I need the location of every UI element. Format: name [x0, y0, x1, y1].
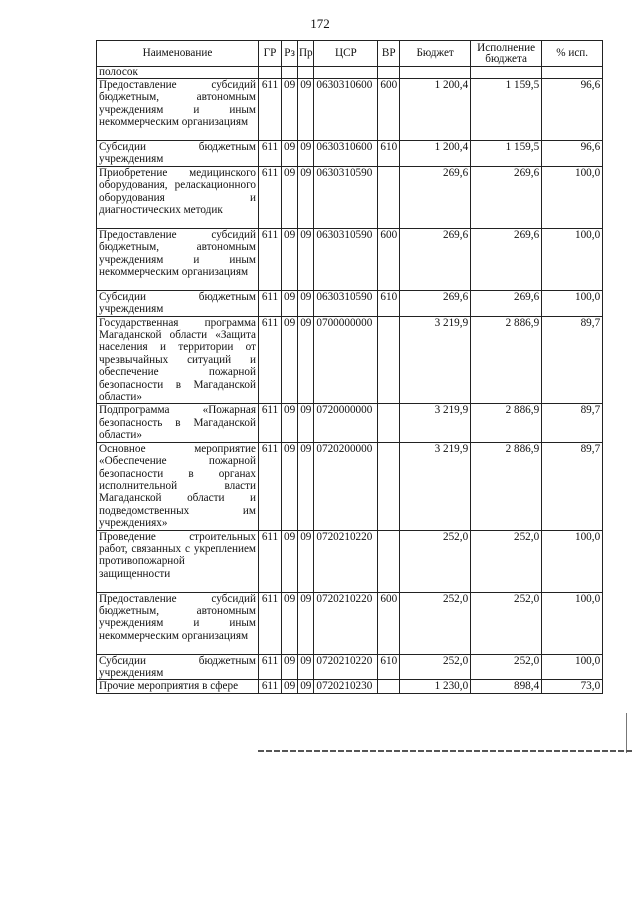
row-budget: 269,6: [400, 290, 471, 316]
header-name: Наименование: [97, 41, 259, 67]
row-percent: 100,0: [542, 228, 603, 290]
row-csr: 0630310590: [314, 228, 378, 290]
row-csr: 0720210220: [314, 530, 378, 592]
row-execution: 252,0: [471, 530, 542, 592]
row-name: Приобретение медицинского оборудования, реласкационного оборудования и диагностических методик: [97, 166, 259, 228]
page-number: 172: [310, 16, 330, 31]
table-header-row: [97, 41, 603, 67]
row-rz: [282, 67, 298, 79]
row-name: полосок: [97, 67, 259, 79]
row-vr: [378, 67, 400, 79]
row-rz: 09: [282, 404, 298, 442]
row-percent: 89,7: [542, 442, 603, 530]
row-percent: 100,0: [542, 530, 603, 592]
row-budget: 252,0: [400, 592, 471, 654]
row-csr: 0720200000: [314, 442, 378, 530]
row-pr: 09: [298, 654, 314, 680]
table-row: [97, 442, 603, 530]
row-gr: 611: [259, 654, 282, 680]
row-execution: 2 886,9: [471, 404, 542, 442]
row-percent: 89,7: [542, 404, 603, 442]
budget-table: [96, 40, 603, 694]
row-pr: 09: [298, 141, 314, 167]
row-vr: [378, 530, 400, 592]
row-csr: 0630310600: [314, 79, 378, 141]
row-budget: 3 219,9: [400, 442, 471, 530]
row-vr: 600: [378, 592, 400, 654]
row-execution: 898,4: [471, 680, 542, 693]
row-percent: [542, 67, 603, 79]
row-budget: 1 200,4: [400, 141, 471, 167]
row-execution: 2 886,9: [471, 316, 542, 404]
row-rz: 09: [282, 79, 298, 141]
row-vr: 610: [378, 290, 400, 316]
row-vr: [378, 166, 400, 228]
row-name: Основное мероприятие «Обеспечение пожарной безопасности в органах исполнительной власти Магаданской области и подведомственных им учреждениях»: [97, 442, 259, 530]
scan-edge-horizontal-line: [258, 750, 632, 752]
header-percent: % исп.: [542, 41, 603, 67]
row-rz: 09: [282, 316, 298, 404]
header-vr: ВР: [378, 41, 400, 67]
row-gr: 611: [259, 680, 282, 693]
row-budget: [400, 67, 471, 79]
table-row: [97, 166, 603, 228]
header-pr: Пр: [298, 41, 314, 67]
table-row: [97, 141, 603, 167]
row-execution: 252,0: [471, 654, 542, 680]
row-execution: 269,6: [471, 228, 542, 290]
row-vr: [378, 442, 400, 530]
row-gr: [259, 67, 282, 79]
row-vr: 600: [378, 79, 400, 141]
table-row: [97, 228, 603, 290]
row-pr: 09: [298, 404, 314, 442]
row-name: Предоставление субсидий бюджетным, автономным учреждениям и иным некоммерческим организациям: [97, 79, 259, 141]
header-csr: ЦСР: [314, 41, 378, 67]
row-vr: [378, 404, 400, 442]
row-name: Предоставление субсидий бюджетным, автономным учреждениям и иным некоммерческим организациям: [97, 228, 259, 290]
row-gr: 611: [259, 442, 282, 530]
row-vr: 600: [378, 228, 400, 290]
row-pr: 09: [298, 592, 314, 654]
row-pr: 09: [298, 442, 314, 530]
row-vr: 610: [378, 141, 400, 167]
row-csr: 0720210230: [314, 680, 378, 693]
row-name: Субсидии бюджетным учреждениям: [97, 654, 259, 680]
row-percent: 100,0: [542, 166, 603, 228]
row-name: Предоставление субсидий бюджетным, автономным учреждениям и иным некоммерческим организациям: [97, 592, 259, 654]
row-budget: 269,6: [400, 228, 471, 290]
header-rz: Рз: [282, 41, 298, 67]
row-name: Подпрограмма «Пожарная безопасность в Магаданской области»: [97, 404, 259, 442]
row-vr: 610: [378, 654, 400, 680]
row-execution: 252,0: [471, 592, 542, 654]
row-name: Государственная программа Магаданской области «Защита населения и территории от чрезвычайных ситуаций и обеспечение пожарной безопасности в Магаданской области»: [97, 316, 259, 404]
row-percent: 96,6: [542, 79, 603, 141]
row-rz: 09: [282, 530, 298, 592]
row-budget: 252,0: [400, 530, 471, 592]
row-pr: 09: [298, 530, 314, 592]
row-gr: 611: [259, 404, 282, 442]
row-rz: 09: [282, 166, 298, 228]
row-pr: 09: [298, 680, 314, 693]
row-execution: 269,6: [471, 166, 542, 228]
row-csr: 0720210220: [314, 654, 378, 680]
row-gr: 611: [259, 592, 282, 654]
row-csr: [314, 67, 378, 79]
row-pr: 09: [298, 316, 314, 404]
row-percent: 89,7: [542, 316, 603, 404]
row-rz: 09: [282, 228, 298, 290]
row-budget: 1 200,4: [400, 79, 471, 141]
table-row: [97, 67, 603, 79]
row-name: Прочие мероприятия в сфере: [97, 680, 259, 693]
table-row: [97, 79, 603, 141]
table-row: [97, 680, 603, 693]
row-rz: 09: [282, 592, 298, 654]
row-rz: 09: [282, 290, 298, 316]
row-percent: 100,0: [542, 290, 603, 316]
row-gr: 611: [259, 290, 282, 316]
row-gr: 611: [259, 228, 282, 290]
table-row: [97, 592, 603, 654]
row-gr: 611: [259, 166, 282, 228]
row-percent: 100,0: [542, 654, 603, 680]
header-execution: Исполнение бюджета: [471, 41, 542, 67]
row-csr: 0630310590: [314, 290, 378, 316]
row-budget: 269,6: [400, 166, 471, 228]
row-csr: 0630310590: [314, 166, 378, 228]
row-percent: 73,0: [542, 680, 603, 693]
row-name: Субсидии бюджетным учреждениям: [97, 141, 259, 167]
row-vr: [378, 680, 400, 693]
row-gr: 611: [259, 316, 282, 404]
row-gr: 611: [259, 141, 282, 167]
row-budget: 1 230,0: [400, 680, 471, 693]
row-pr: 09: [298, 290, 314, 316]
row-rz: 09: [282, 654, 298, 680]
table-row: [97, 530, 603, 592]
row-percent: 100,0: [542, 592, 603, 654]
row-execution: 1 159,5: [471, 141, 542, 167]
table-row: [97, 290, 603, 316]
row-csr: 0700000000: [314, 316, 378, 404]
row-budget: 252,0: [400, 654, 471, 680]
row-execution: 1 159,5: [471, 79, 542, 141]
row-name: Субсидии бюджетным учреждениям: [97, 290, 259, 316]
row-execution: 269,6: [471, 290, 542, 316]
row-percent: 96,6: [542, 141, 603, 167]
row-csr: 0720210220: [314, 592, 378, 654]
row-csr: 0720000000: [314, 404, 378, 442]
row-csr: 0630310600: [314, 141, 378, 167]
scan-edge-vertical-line: [626, 713, 627, 753]
row-pr: 09: [298, 79, 314, 141]
row-name: Проведение строительных работ, связанных с укреплением противопожарной защищенности: [97, 530, 259, 592]
row-budget: 3 219,9: [400, 316, 471, 404]
row-budget: 3 219,9: [400, 404, 471, 442]
table-row: [97, 316, 603, 404]
row-pr: [298, 67, 314, 79]
row-rz: 09: [282, 680, 298, 693]
header-gr: ГР: [259, 41, 282, 67]
row-gr: 611: [259, 530, 282, 592]
row-vr: [378, 316, 400, 404]
row-rz: 09: [282, 141, 298, 167]
table-row: [97, 654, 603, 680]
row-execution: [471, 67, 542, 79]
row-gr: 611: [259, 79, 282, 141]
row-pr: 09: [298, 228, 314, 290]
table-row: [97, 404, 603, 442]
row-execution: 2 886,9: [471, 442, 542, 530]
row-rz: 09: [282, 442, 298, 530]
row-pr: 09: [298, 166, 314, 228]
header-budget: Бюджет: [400, 41, 471, 67]
